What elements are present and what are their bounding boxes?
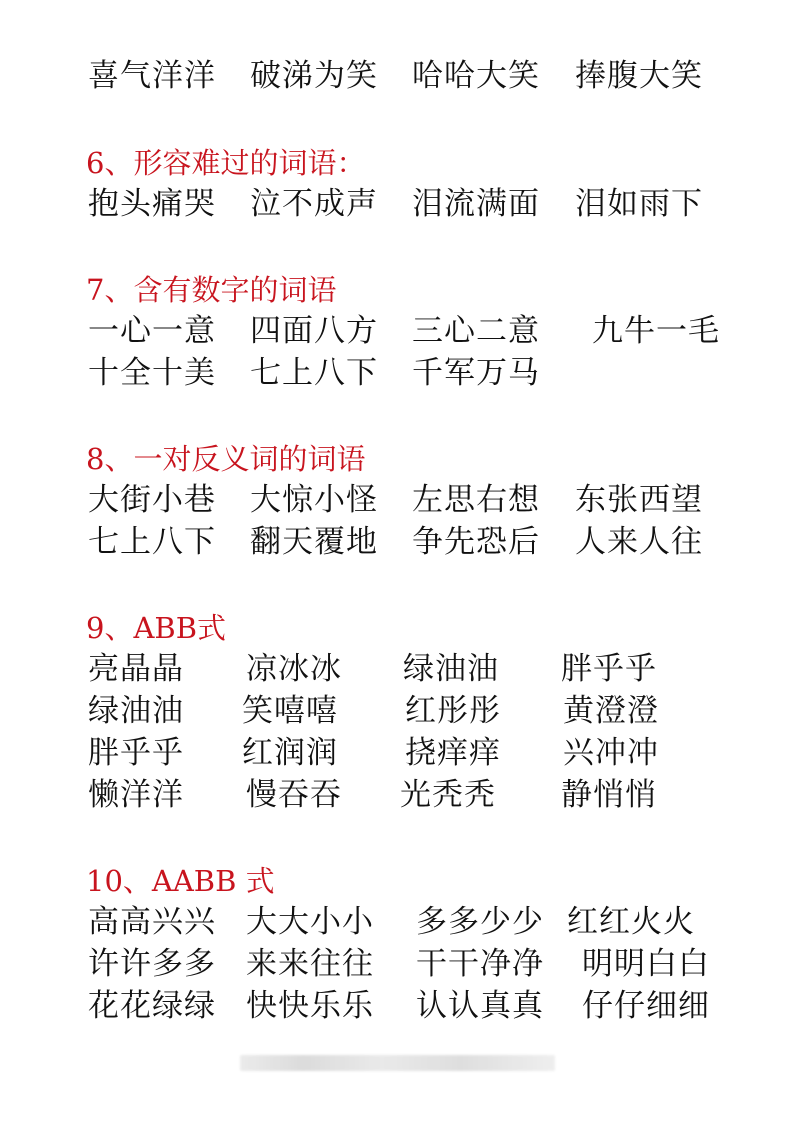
word: 东张西望 bbox=[575, 482, 703, 518]
word: 许许多多 bbox=[88, 946, 216, 982]
section-heading: 9、ABB式 bbox=[86, 611, 227, 645]
word-row bbox=[0, 184, 793, 228]
word: 七上八下 bbox=[88, 524, 216, 560]
word: 泣不成声 bbox=[250, 186, 378, 222]
word: 黄澄澄 bbox=[563, 693, 659, 729]
section-heading: 6、形容难过的词语： bbox=[86, 146, 366, 180]
word-row bbox=[0, 480, 793, 524]
word: 破涕为笑 bbox=[250, 58, 378, 94]
word: 绿油油 bbox=[403, 651, 499, 687]
word: 光秃秃 bbox=[400, 777, 496, 813]
word-row bbox=[0, 649, 793, 693]
word: 慢吞吞 bbox=[246, 777, 342, 813]
word: 仔仔细细 bbox=[582, 988, 710, 1024]
word: 绿油油 bbox=[88, 693, 184, 729]
word: 大街小巷 bbox=[88, 482, 216, 518]
word: 懒洋洋 bbox=[88, 777, 184, 813]
word: 一心一意 bbox=[88, 313, 216, 349]
word-row bbox=[0, 522, 793, 566]
word: 哈哈大笑 bbox=[412, 58, 540, 94]
word: 左思右想 bbox=[412, 482, 540, 518]
word: 人来人往 bbox=[575, 524, 703, 560]
section-heading: 7、含有数字的词语 bbox=[86, 273, 337, 307]
word: 胖乎乎 bbox=[88, 735, 184, 771]
word: 捧腹大笑 bbox=[575, 58, 703, 94]
word-row bbox=[0, 311, 793, 355]
word-row bbox=[0, 944, 793, 988]
word: 争先恐后 bbox=[412, 524, 540, 560]
word: 静悄悄 bbox=[561, 777, 657, 813]
word-row bbox=[0, 902, 793, 946]
word: 多多少少 bbox=[416, 904, 544, 940]
word: 高高兴兴 bbox=[88, 904, 216, 940]
word: 笑嘻嘻 bbox=[242, 693, 338, 729]
word-row bbox=[0, 353, 793, 397]
word-row bbox=[0, 775, 793, 819]
section-heading: 10、AABB 式 bbox=[86, 864, 275, 898]
word: 泪如雨下 bbox=[575, 186, 703, 222]
word: 认认真真 bbox=[416, 988, 544, 1024]
word: 十全十美 bbox=[88, 355, 216, 391]
word: 千军万马 bbox=[412, 355, 540, 391]
word: 红彤彤 bbox=[405, 693, 501, 729]
word: 胖乎乎 bbox=[561, 651, 657, 687]
word: 红润润 bbox=[242, 735, 338, 771]
word-row bbox=[0, 691, 793, 735]
word: 亮晶晶 bbox=[88, 651, 184, 687]
word: 抱头痛哭 bbox=[88, 186, 216, 222]
word-row bbox=[0, 56, 793, 100]
section-heading: 8、一对反义词的词语 bbox=[86, 442, 366, 476]
word: 九牛一毛 bbox=[592, 313, 720, 349]
word: 来来往往 bbox=[246, 946, 374, 982]
word: 喜气洋洋 bbox=[88, 58, 216, 94]
word: 明明白白 bbox=[582, 946, 710, 982]
word: 大大小小 bbox=[246, 904, 374, 940]
word: 三心二意 bbox=[412, 313, 540, 349]
word: 兴冲冲 bbox=[563, 735, 659, 771]
word: 干干净净 bbox=[416, 946, 544, 982]
word: 挠痒痒 bbox=[405, 735, 501, 771]
word: 凉冰冰 bbox=[246, 651, 342, 687]
word: 四面八方 bbox=[250, 313, 378, 349]
word: 快快乐乐 bbox=[246, 988, 374, 1024]
word-row bbox=[0, 986, 793, 1030]
word: 七上八下 bbox=[250, 355, 378, 391]
blurred-watermark bbox=[240, 1055, 555, 1071]
word: 大惊小怪 bbox=[250, 482, 378, 518]
word: 翻天覆地 bbox=[250, 524, 378, 560]
word: 泪流满面 bbox=[412, 186, 540, 222]
word-row bbox=[0, 733, 793, 777]
word: 红红火火 bbox=[567, 904, 695, 940]
word: 花花绿绿 bbox=[88, 988, 216, 1024]
